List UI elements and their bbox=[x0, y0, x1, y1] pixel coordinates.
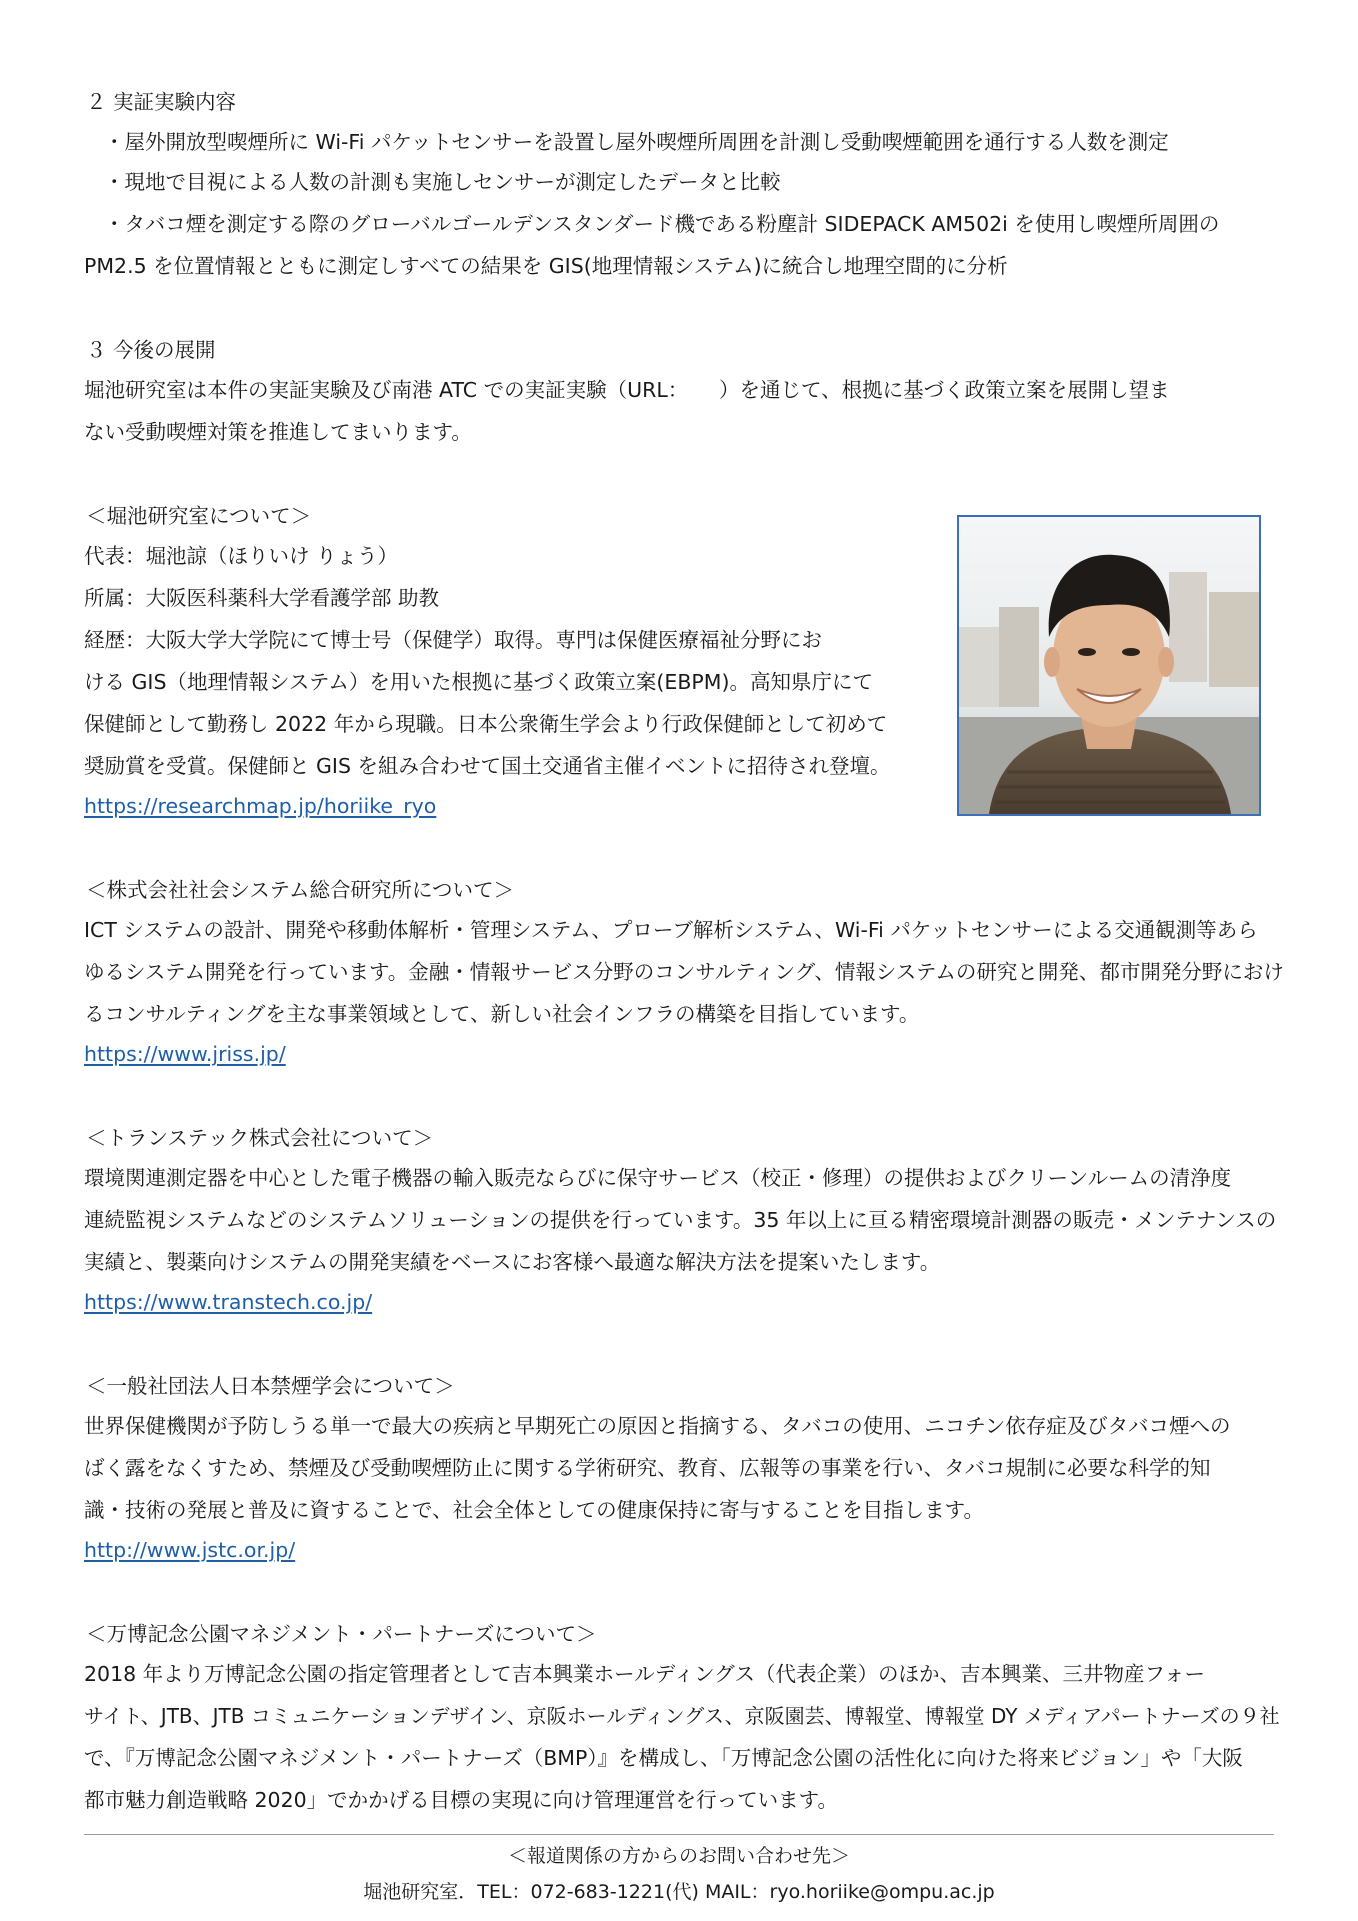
horiike-lab-line-4: ける GIS（地理情報システム）を用いた根拠に基づく政策立案(EBPM)。高知県庁にて bbox=[84, 670, 873, 694]
bmp-line-4: 都市魅力創造戦略 2020」でかかげる目標の実現に向け管理運営を行っています。 bbox=[84, 1788, 839, 1812]
transtech-line-1: 環境関連測定器を中心とした電子機器の輸入販売ならびに保守サービス（校正・修理）の提供およびクリーンルームの清浄度 bbox=[84, 1166, 1232, 1190]
horiike-lab-line-2: 所属：大阪医科薬科大学看護学部 助教 bbox=[84, 586, 440, 610]
section3-line-2: ない受動喫煙対策を推進してまいります。 bbox=[84, 420, 472, 444]
horiike-lab-line-1: 代表：堀池諒（ほりいけ りょう） bbox=[84, 544, 399, 568]
bmp-line-3: で、『万博記念公園マネジメント・パートナーズ（BMP）』を構成し、「万博記念公園の活性化に向けた将来ビジョン」や「大阪 bbox=[84, 1746, 1243, 1770]
section2-bullet-3: ・タバコ煙を測定する際のグローバルゴールデンスタンダード機である粉塵計 SIDEPACK AM502i を使用し喫煙所周囲の bbox=[104, 212, 1220, 236]
bmp-heading: ＜万博記念公園マネジメント・パートナーズについて＞ bbox=[86, 1622, 597, 1646]
jstc-line-1: 世界保健機関が予防しうる単一で最大の疾病と早期死亡の原因と指摘する、タバコの使用、ニコチン依存症及びタバコ煙への bbox=[84, 1414, 1231, 1438]
transtech-line-3: 実績と、製薬向けシステムの開発実績をベースにお客様へ最適な解決方法を提案いたします。 bbox=[84, 1250, 941, 1274]
horiike-lab-line-6: 奨励賞を受賞。保健師と GIS を組み合わせて国土交通省主催イベントに招待され登壇。 bbox=[84, 754, 891, 778]
jriss-heading: ＜株式会社社会システム総合研究所について＞ bbox=[86, 878, 515, 902]
portrait-photo bbox=[957, 515, 1261, 816]
jstc-link[interactable]: http://www.jstc.or.jp/ bbox=[84, 1538, 296, 1562]
section3-line-1: 堀池研究室は本件の実証実験及び南港 ATC での実証実験（URL： ）を通じて、根拠に基づく政策立案を展開し望ま bbox=[84, 378, 1170, 402]
section3-heading: ３ 今後の展開 bbox=[86, 338, 216, 362]
horiike-lab-line-3: 経歴：大阪大学大学院にて博士号（保健学）取得。専門は保健医療福祉分野にお bbox=[84, 628, 822, 652]
contact-line: 堀池研究室．TEL：072-683-1221(代) MAIL：ryo.horiike@ompu.ac.jp bbox=[363, 1881, 995, 1903]
section2-bullet-1: ・屋外開放型喫煙所に Wi-Fi パケットセンサーを設置し屋外喫煙所周囲を計測し受動喫煙範囲を通行する人数を測定 bbox=[104, 130, 1169, 154]
section2-bullet-2: ・現地で目視による人数の計測も実施しセンサーが測定したデータと比較 bbox=[104, 170, 781, 194]
jriss-line-2: ゆるシステム開発を行っています。金融・情報サービス分野のコンサルティング、情報システムの研究と開発、都市開発分野におけ bbox=[84, 960, 1284, 984]
jriss-line-3: るコンサルティングを主な事業領域として、新しい社会インフラの構築を目指しています。 bbox=[84, 1002, 920, 1026]
horiike-lab-line-5: 保健師として勤務し 2022 年から現職。日本公衆衛生学会より行政保健師として初めて bbox=[84, 712, 888, 736]
bmp-line-1: 2018 年より万博記念公園の指定管理者として吉本興業ホールディングス（代表企業）のほか、吉本興業、三井物産フォー bbox=[84, 1662, 1205, 1686]
jstc-line-3: 識・技術の発展と普及に資することで、社会全体としての健康保持に寄与することを目指します。 bbox=[84, 1498, 984, 1522]
section2-bullet-3-cont: PM2.5 を位置情報とともに測定しすべての結果を GIS(地理情報システム)に統合し地理空間的に分析 bbox=[84, 254, 1008, 278]
jstc-heading: ＜一般社団法人日本禁煙学会について＞ bbox=[86, 1374, 455, 1398]
horiike-lab-heading: ＜堀池研究室について＞ bbox=[86, 504, 312, 528]
bmp-line-2: サイト、JTB、JTB コミュニケーションデザイン、京阪ホールディングス、京阪園芸、博報堂、博報堂 DY メディアパートナーズの９社 bbox=[84, 1704, 1280, 1728]
jriss-line-1: ICT システムの設計、開発や移動体解析・管理システム、プローブ解析システム、Wi-Fi パケットセンサーによる交通観測等あら bbox=[84, 918, 1258, 942]
section2-heading: ２ 実証実験内容 bbox=[86, 90, 237, 114]
horiike-lab-link[interactable]: https://researchmap.jp/horiike_ryo bbox=[84, 794, 437, 818]
jriss-link[interactable]: https://www.jriss.jp/ bbox=[84, 1042, 286, 1066]
transtech-heading: ＜トランステック株式会社について＞ bbox=[86, 1126, 434, 1150]
contact-heading: ＜報道関係の方からのお問い合わせ先＞ bbox=[507, 1845, 850, 1867]
transtech-link[interactable]: https://www.transtech.co.jp/ bbox=[84, 1290, 373, 1314]
jstc-line-2: ばく露をなくすため、禁煙及び受動喫煙防止に関する学術研究、教育、広報等の事業を行い、タバコ規制に必要な科学的知 bbox=[84, 1456, 1211, 1480]
footer-divider bbox=[84, 1834, 1274, 1835]
transtech-line-2: 連続監視システムなどのシステムソリューションの提供を行っています。35 年以上に亘る精密環境計測器の販売・メンテナンスの bbox=[84, 1208, 1277, 1232]
